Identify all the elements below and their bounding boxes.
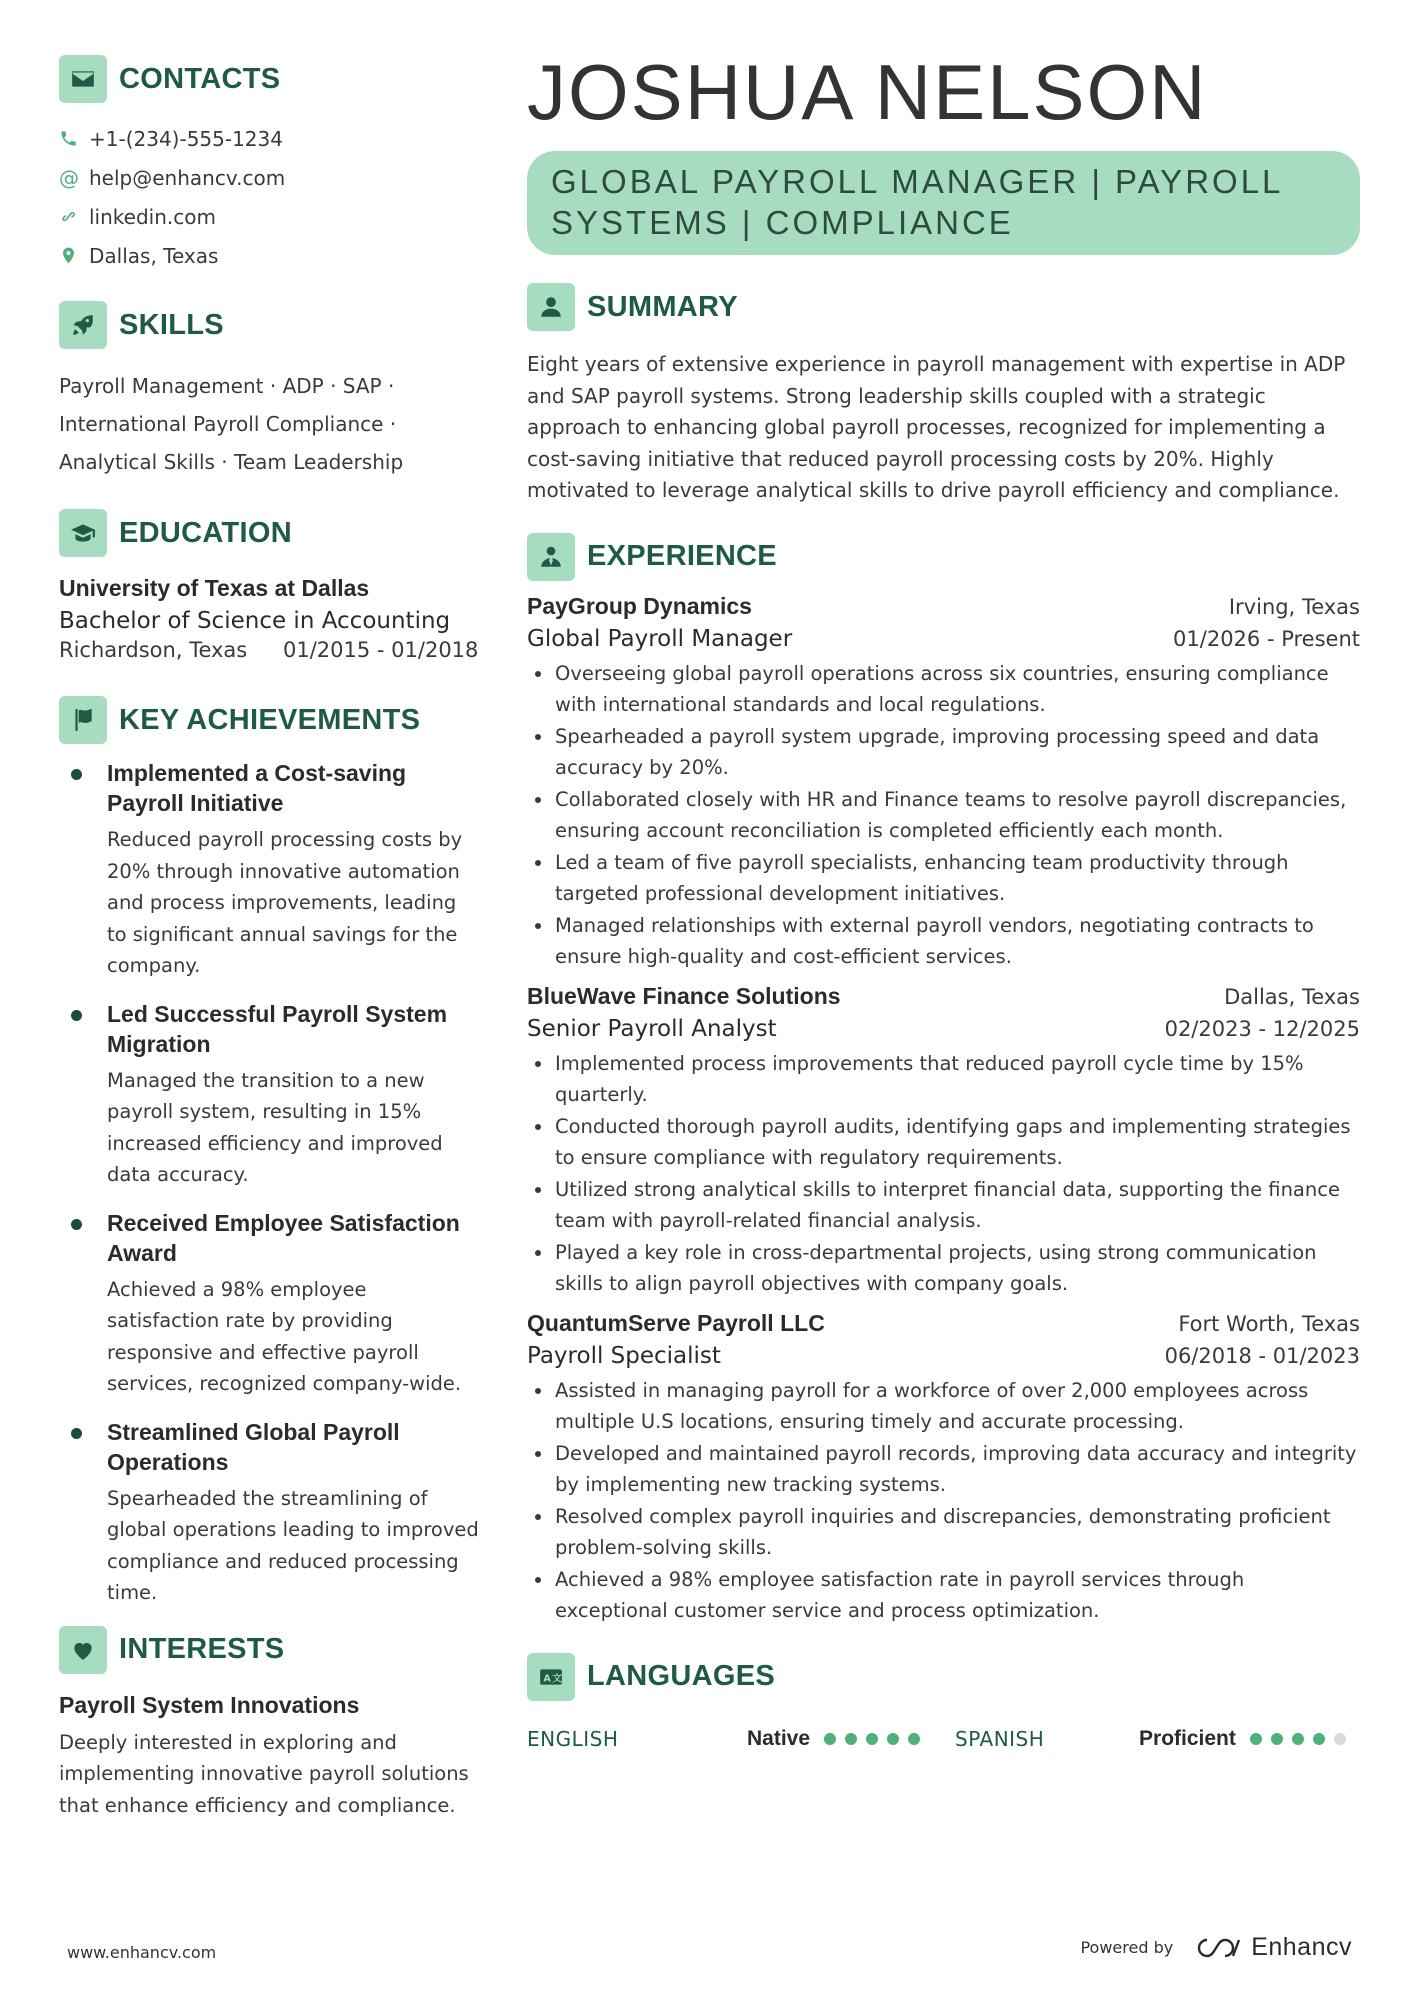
map-pin-icon [59, 246, 89, 265]
enhancv-logo-icon [1197, 1935, 1243, 1961]
user-icon [527, 283, 575, 331]
education-location: Richardson, Texas [59, 638, 248, 662]
contact-email[interactable] [59, 158, 479, 197]
summary-text: Eight years of extensive experience in payroll management with expertise in ADP and SAP payroll systems. Strong leadership skills coupled with a strategic approach to enhancing global payroll processes, recognized for implementing a cost-saving initiative that reduced payroll processing costs by 20%. Highly motivated to leverage analytical skills to drive payroll efficiency and compliance. [527, 352, 1346, 502]
graduation-cap-icon [59, 509, 107, 557]
job-bullet: Led a team of five payroll specialists, enhancing team productivity through targeted professional development initiatives. [527, 847, 1360, 910]
achievement-item [59, 1208, 479, 1400]
job-header [527, 593, 1360, 620]
job-company: QuantumServe Payroll LLC [527, 1309, 825, 1336]
job-entry [527, 983, 1360, 1300]
achievement-item [59, 758, 479, 982]
job-bullet: Overseeing global payroll operations across six countries, ensuring compliance with international standards and local regulations. [527, 658, 1360, 721]
job-bullets [527, 1375, 1360, 1627]
job-location: Fort Worth, Texas [1178, 1311, 1360, 1336]
job-dates: 02/2023 - 12/2025 [1164, 1016, 1360, 1041]
svg-text:文: 文 [552, 1672, 562, 1684]
proficiency-dot-filled [1313, 1733, 1325, 1745]
job-bullet: Implemented process improvements that reduced payroll cycle time by 15% quarterly. [527, 1048, 1360, 1111]
left-column [59, 55, 479, 1821]
job-company: PayGroup Dynamics [527, 592, 752, 619]
contact-linkedin[interactable] [59, 197, 479, 236]
job-dates: 01/2026 - Present [1173, 626, 1360, 651]
link-icon [59, 207, 89, 226]
flag-icon [59, 696, 107, 744]
job-bullet: Managed relationships with external payroll vendors, negotiating contracts to ensure high-quality and cost-efficient services. [527, 910, 1360, 973]
proficiency-dot-filled [1271, 1733, 1283, 1745]
contacts-header [59, 55, 479, 103]
proficiency-dot-filled [1292, 1733, 1304, 1745]
skills-list: Payroll Management · ADP · SAP · International Payroll Compliance · Analytical Skills · Team Leadership [59, 374, 404, 474]
language-name: ENGLISH [527, 1726, 619, 1751]
job-bullet: Conducted thorough payroll audits, identifying gaps and implementing strategies to ensure compliance with regulatory requirements. [527, 1111, 1360, 1174]
achievement-title: Streamlined Global Payroll Operations [107, 1418, 400, 1475]
enhancv-brand-text: Enhancv [1251, 1933, 1352, 1961]
job-bullet: Utilized strong analytical skills to interpret financial data, supporting the finance team with payroll-related financial analysis. [527, 1174, 1360, 1237]
education-dates: 01/2015 - 01/2018 [283, 638, 479, 662]
contacts-title: CONTACTS [119, 62, 281, 95]
footer-website[interactable]: www.enhancv.com [67, 1943, 217, 1962]
bullet-dot [71, 769, 82, 780]
contact-list [59, 119, 479, 275]
interest-desc: Deeply interested in exploring and implementing innovative payroll solutions that enhance efficiency and compliance. [59, 1730, 469, 1817]
phone-icon [59, 129, 89, 148]
language-level: Native [747, 1726, 811, 1750]
achievements-list [59, 758, 479, 1609]
heart-icon [59, 1626, 107, 1674]
job-subheader [527, 626, 1360, 652]
candidate-name: JOSHUA NELSON [527, 48, 1208, 136]
job-header [527, 1310, 1360, 1337]
job-location: Dallas, Texas [1224, 984, 1360, 1009]
education-title: EDUCATION [119, 516, 292, 549]
job-role: Senior Payroll Analyst [527, 1015, 777, 1042]
bullet-dot [71, 1219, 82, 1230]
businessman-icon [527, 533, 575, 581]
achievement-title: Implemented a Cost-saving Payroll Initiative [107, 760, 407, 816]
language-proficiency-dots [1250, 1733, 1355, 1745]
achievement-desc: Achieved a 98% employee satisfaction rate by providing responsive and effective payroll services, recognized company-wide. [107, 1277, 462, 1395]
email-text: help@enhancv.com [89, 165, 286, 190]
job-bullet: Collaborated closely with HR and Finance teams to resolve payroll discrepancies, ensuring account reconciliation is completed efficiently each month. [527, 784, 1360, 847]
translate-icon [527, 1653, 575, 1701]
linkedin-text: linkedin.com [89, 204, 216, 229]
footer-branding [1080, 1933, 1352, 1962]
achievement-item [59, 999, 479, 1191]
proficiency-dot-filled [1250, 1733, 1262, 1745]
interests-title: INTERESTS [119, 1633, 285, 1665]
job-bullet: Played a key role in cross-departmental projects, using strong communication skills to align payroll objectives with company goals. [527, 1237, 1360, 1300]
bullet-dot [71, 1428, 82, 1439]
enhancv-logo[interactable] [1197, 1933, 1352, 1962]
job-bullet: Spearheaded a payroll system upgrade, improving processing speed and data accuracy by 20%. [527, 721, 1360, 784]
job-bullet: Resolved complex payroll inquiries and discrepancies, demonstrating proficient problem-solving skills. [527, 1501, 1360, 1564]
education-header [59, 509, 479, 557]
location-text: Dallas, Texas [89, 243, 219, 268]
experience-header [527, 533, 1360, 581]
proficiency-dot-filled [866, 1733, 878, 1745]
job-company: BlueWave Finance Solutions [527, 982, 841, 1009]
svg-text:A: A [543, 1672, 551, 1684]
experience-title: EXPERIENCE [587, 540, 777, 572]
job-bullet: Developed and maintained payroll records, improving data accuracy and integrity by implementing new tracking systems. [527, 1438, 1360, 1501]
job-role: Global Payroll Manager [527, 625, 793, 652]
job-bullet: Achieved a 98% employee satisfaction rate in payroll services through exceptional customer service and process optimization. [527, 1564, 1360, 1627]
achievement-desc: Reduced payroll processing costs by 20% through innovative automation and process improvements, leading to significant annual savings for the company. [107, 828, 463, 977]
summary-title: SUMMARY [587, 290, 738, 323]
achievement-title: Received Employee Satisfaction Award [107, 1209, 460, 1266]
education-meta [59, 638, 479, 662]
achievement-desc: Managed the transition to a new payroll system, resulting in 15% increased efficiency and improved data accuracy. [107, 1068, 443, 1186]
rocket-icon [59, 301, 107, 349]
proficiency-dot-filled [908, 1733, 920, 1745]
proficiency-dot-filled [845, 1733, 857, 1745]
phone-text: +1-(234)-555-1234 [89, 126, 283, 151]
headline-banner: GLOBAL PAYROLL MANAGER | PAYROLL SYSTEMS | COMPLIANCE [527, 151, 1360, 255]
job-bullet: Assisted in managing payroll for a workforce of over 2,000 employees across multiple U.S locations, ensuring timely and accurate processing. [527, 1375, 1360, 1438]
languages-title: LANGUAGES [587, 1660, 775, 1692]
contact-phone[interactable] [59, 119, 479, 158]
job-role: Payroll Specialist [527, 1342, 721, 1369]
interests-header [59, 1626, 479, 1674]
contact-location [59, 236, 479, 275]
powered-by-text: Powered by [1080, 1938, 1174, 1957]
achievement-item [59, 1417, 479, 1609]
job-location: Irving, Texas [1228, 594, 1360, 619]
job-bullets [527, 658, 1360, 973]
languages-header [527, 1653, 1360, 1701]
interest-title: Payroll System Innovations [59, 1691, 360, 1718]
education-degree: Bachelor of Science in Accounting [59, 608, 451, 634]
languages-row [527, 1727, 1360, 1751]
achievement-desc: Spearheaded the streamlining of global operations leading to improved compliance and reduced processing time. [107, 1486, 479, 1604]
job-header [527, 983, 1360, 1010]
proficiency-dot-empty [1334, 1733, 1346, 1745]
right-column [527, 48, 1360, 1751]
language-name: SPANISH [955, 1726, 1045, 1751]
achievements-title: KEY ACHIEVEMENTS [119, 703, 421, 736]
proficiency-dot-filled [887, 1733, 899, 1745]
job-subheader [527, 1016, 1360, 1042]
skills-header [59, 301, 479, 349]
bullet-dot [71, 1010, 82, 1021]
at-sign-icon: @ [59, 165, 79, 190]
job-entry [527, 593, 1360, 973]
proficiency-dot-filled [824, 1733, 836, 1745]
skills-title: SKILLS [119, 308, 224, 341]
achievements-header [59, 696, 479, 744]
job-bullets [527, 1048, 1360, 1300]
summary-header [527, 283, 1360, 331]
job-entry [527, 1310, 1360, 1627]
language-level: Proficient [1139, 1726, 1236, 1750]
job-subheader [527, 1343, 1360, 1369]
envelope-icon [59, 55, 107, 103]
education-school: University of Texas at Dallas [59, 575, 370, 601]
achievement-title: Led Successful Payroll System Migration [107, 1000, 448, 1057]
language-proficiency-dots [824, 1733, 929, 1745]
job-dates: 06/2018 - 01/2023 [1164, 1343, 1360, 1368]
